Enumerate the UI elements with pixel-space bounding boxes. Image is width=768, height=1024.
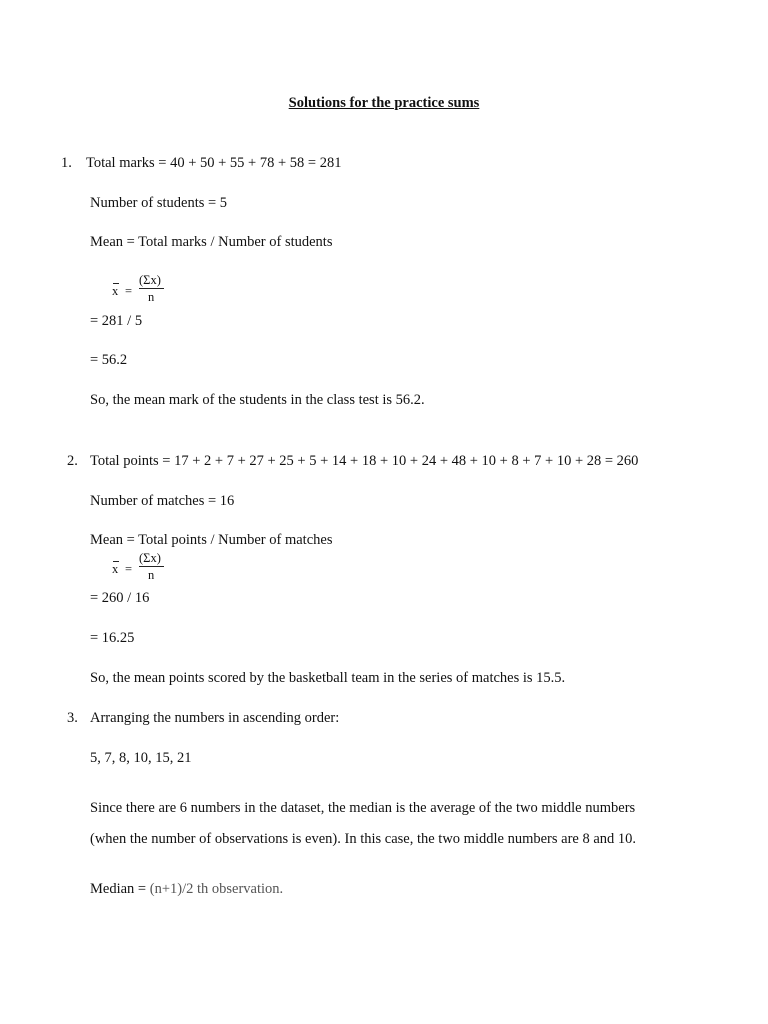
q2-mean-definition: Mean = Total points / Number of matches xyxy=(90,532,333,548)
x-bar-symbol: x xyxy=(112,562,119,576)
q3-sorted-numbers: 5, 7, 8, 10, 15, 21 xyxy=(90,750,192,766)
q1-mean-formula xyxy=(112,273,192,317)
question-3-number: 3. xyxy=(67,710,78,726)
q1-conclusion: So, the mean mark of the students in the class test is 56.2. xyxy=(90,392,425,408)
formula-denominator: n xyxy=(148,290,155,304)
question-1-number: 1. xyxy=(61,155,72,171)
q3-median-formula xyxy=(90,882,283,897)
q3-intro: Arranging the numbers in ascending order: xyxy=(90,710,340,726)
equals-sign: = xyxy=(125,284,133,298)
q1-mean-definition: Mean = Total marks / Number of students xyxy=(90,234,333,250)
formula-numerator: (Σx) xyxy=(139,551,161,565)
formula-numerator: (Σx) xyxy=(139,273,161,287)
q1-step-2: = 56.2 xyxy=(90,352,128,368)
q2-number-of-matches: Number of matches = 16 xyxy=(90,493,235,509)
q1-total-marks: Total marks = 40 + 50 + 55 + 78 + 58 = 281 xyxy=(86,155,342,171)
equals-sign: = xyxy=(125,562,133,576)
fraction-bar xyxy=(139,566,164,567)
median-formula-text: (n+1)/2 th observation. xyxy=(149,881,284,897)
q1-number-of-students: Number of students = 5 xyxy=(90,195,228,211)
q2-step-1: = 260 / 16 xyxy=(90,590,150,606)
q2-conclusion: So, the mean points scored by the basketball team in the series of matches is 15.5. xyxy=(90,670,566,686)
q2-step-2: = 16.25 xyxy=(90,630,135,646)
q3-explanation-line-2: (when the number of observations is even). In this case, the two middle numbers are 8 and 10. xyxy=(90,831,637,847)
question-2-number: 2. xyxy=(67,453,78,469)
q2-total-points: Total points = 17 + 2 + 7 + 27 + 25 + 5 + 14 + 18 + 10 + 24 + 48 + 10 + 8 + 7 + 10 + 28 = 260 xyxy=(90,453,639,469)
median-label: Median = xyxy=(90,881,147,897)
x-bar-symbol: x xyxy=(112,284,119,298)
page-title: Solutions for the practice sums xyxy=(288,95,480,111)
q3-explanation-line-1: Since there are 6 numbers in the dataset, the median is the average of the two middle numbers xyxy=(90,800,636,816)
formula-denominator: n xyxy=(148,568,155,582)
fraction-bar xyxy=(139,288,164,289)
q1-step-1: = 281 / 5 xyxy=(90,313,143,329)
